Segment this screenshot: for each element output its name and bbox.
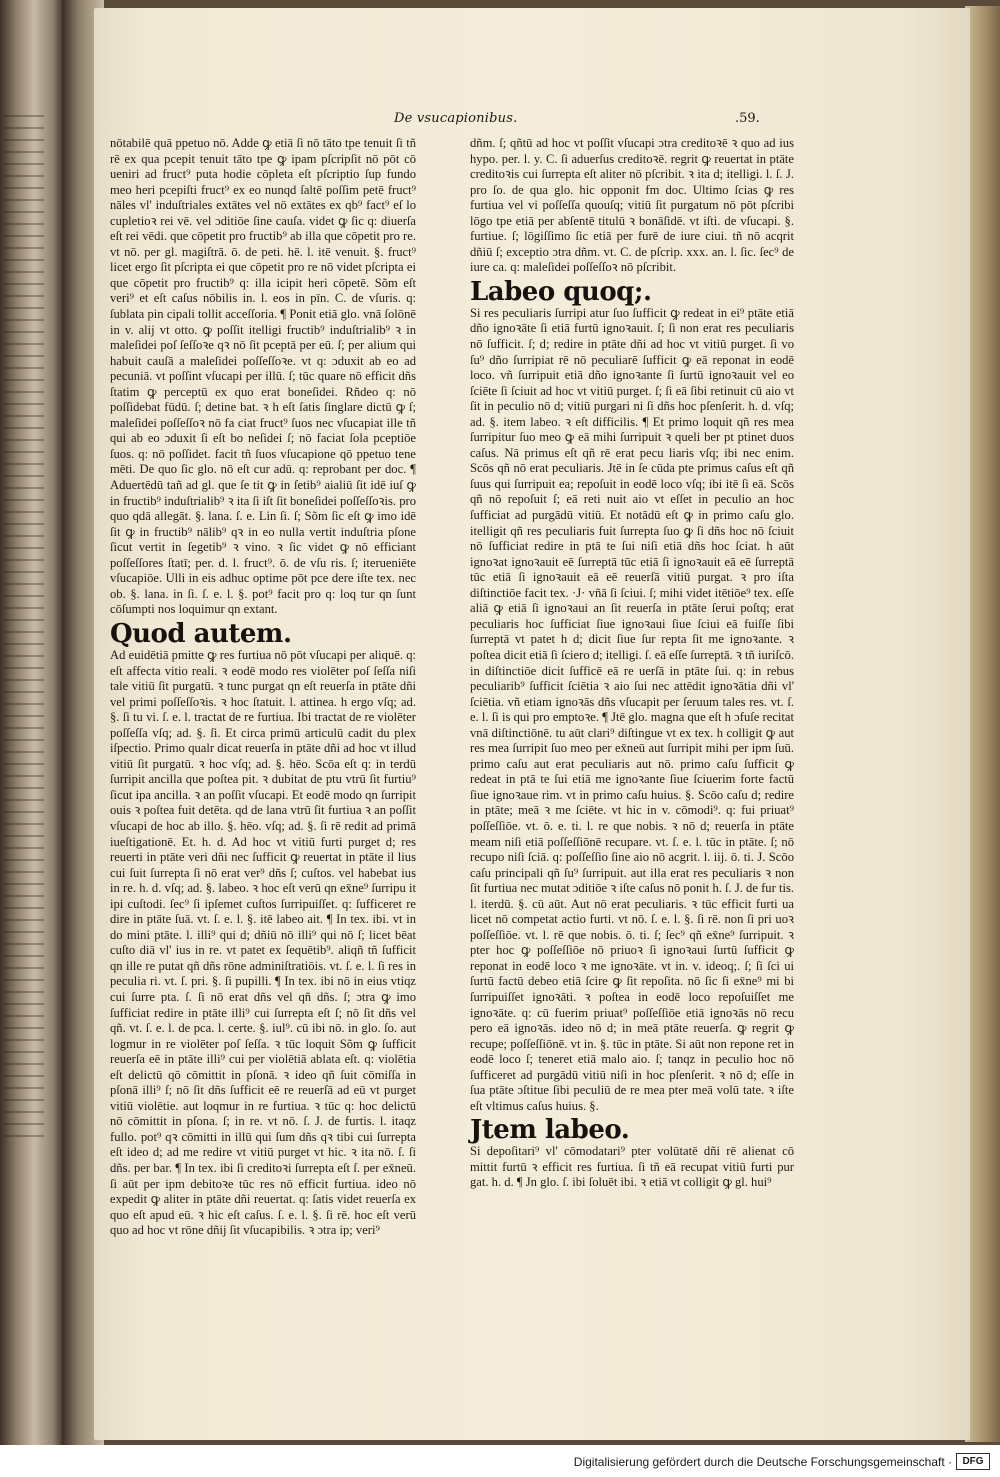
lemma-initial: Jtem labeo. xyxy=(470,1115,630,1146)
funding-credit: Digitalisierung gefördert durch die Deutsche Forschungsgemeinschaft · xyxy=(573,1455,952,1469)
lemma-initial: Quod autem. xyxy=(110,618,292,649)
commentary-paragraph: dñm. ſ; qñtū ad hoc vt poſſit vſucapi ɔtra creditoꝛē ꝛ quo ad ius hypo. per. l. y. C. ſi aduerſus creditoꝛē. regrit ꝙ reuertat in ptāte creditoꝛis cui ſurrepta eſt aliter nō pſcribit. ꝛ ita d; itelligi. l. ſ. J. pro ſo. de qua glo. hic opponit fm doc. Ultimo ſcias ꝙ res furtiua vel vi poſſeſſa quouſq; vitiū ſit purgatum nō pōt pſcribi lōgo tpe etiā per abſentē titulū ꝛ bonāſidē. vt iſti. de vſucapi. §. furtiue. ſ; lōgiſſimo ſic etiā per furē de iure ciui. tñ nō acqrit dñiū ſ; exceptio ɔtra dñm. vt. C. de pſcrip. xxx. an. l. ſic. ſec⁹ de iure ca. q: maleſidei poſſeſſoꝛ nō pſcribit. xyxy=(470,136,794,275)
lemma-heading xyxy=(110,620,416,648)
page-block-edge xyxy=(965,6,1000,1442)
commentary-paragraph: Si depoſitari⁹ vl' cōmodatari⁹ pter volūtatē dñi rē alienat cō mittit furtū ꝛ efficit res furtiua. ſi tñ eā recupat vitiū furti pur gat. h. d. ¶ Jn glo. ſ. ibi ſoluēt ibi. ꝛ etiā vt colligit ꝙ gl. hui⁹ xyxy=(470,1144,794,1190)
commentary-paragraph: Ad euidētiā pmitte ꝙ res furtiua nō pōt vſucapi per aliquē. q: eſt affecta vitio reali. ꝛ eodē modo res violēter poſ ſeſſa niſi tale vitiū ſit purgatū. ꝛ tunc purgat qn eſt reuerſa in ptāte dñi vel primi poſſeſſoꝛis. ꝛ hoc ſtatuit. l. attinea. h ergo vſq; ad. §. ſi tu vi. ſ. e. l. tractat de re furtiua. Ibi tractat de re violēter poſſeſſa vſq; ad. §. ſi. Et circa primū articulū cadit du plex iſpectio. Primo qualr dicat reuerſa in ptāte dñi ad hoc vt illud vitiū ſit purgatū. ꝛ hoc vſq; ad. §. hēo. Scōa eſt q: in terdū ſurripit ancilla que poſtea pit. ꝛ dubitat de ptu vtrū ſit furtiu⁹ ſicut ipa ancilla. ꝛ an poſſit vſucapi. Et eodē modo qn ſurripit ouis ꝛ poſtea fuit detēta. qd de lana vtrū ſit furtiua ꝛ an poſſit vſucapi de hoc ab illo. §. hēo. vſq; ad. §. ſi rē redit ad primā iueſtigationē. Et. h. d. Ad hoc vt vitiū furti purget d; res reuerti in ptāte veri dñi nec ſufficit ꝙ reuertat in ptāte il lius cui ſuit ſurrepta ſi nō erat ver⁹ dñs ſ; cuſtos. vel habebat ius in re. h. d. vſq; ad. §. labeo. ꝛ hoc eſt verū qn ex̄ne⁹ ſurripu it ipi cuſtodi. ſec⁹ ſi ipſemet cuſtos ſurripuiſſet. q: ſufficeret re dire in ptāte ſuā. vt. ſ. e. l. §. itē labeo ait. ¶ In tex. ibi. vt in do mini ptāte. l. illi⁹ qui d; dñiū nō illi⁹ qui nō ſ; licet bēat cuſto diā vl' ius in re. vt patet ex ſequētib⁹. aliqñ tñ ſufficit qn ille re putat qñ dñs rōne adminiſtratiōis. vt. ſ. e. l. ſi res in peculia ri. vt. ſ. pri. §. ſi pupilli. ¶ In tex. ibi nō in eius vtiqz cui ſurre pta. ſ. ſi nō erat dñs vel qñ dñs. ſ; ɔtra ꝙ imo ſufficiat redire in ptāte illi⁹ cui ſurrepta eſt ſ; nō ſit dñs vel qñ. vt. ſ. e. l. de pca. l. certe. §. iul⁹. cū ibi nō. in glo. ſo. aut logmur in re violēter poſ ſeſſa. ꝛ tūc loquit Sõm ꝙ ſufficit reuerſa eē in ptāte illi⁹ cui per violētiā ablata eſt. q: violētia eſt delictū qō cōmittit in pſonā. ꝛ ideo qñ ſuit cōmiſſa in pſonā illi⁹ ſ; nō ſit dñs ſufficit eē re reuerſā ad eū vt purget vitiū violētie. aut loqmur in re furtiua. ꝛ tūc q: hoc delictū nō cōmittit in pſona. ſ; in re. vt nō. ſ. J. de furtis. l. itaqz fullo. pot⁹ qꝛ cōmitti in illū qui ſum dñs qꝛ tibi cui ſurrepta eſt ideo d; ad me redire vt vitiū purget vt hic. ꝛ ita nō. ſ. ſi dñs. per bar. ¶ In tex. ibi ſi creditoꝛi ſurrepta eſt ſ. per ex̄neū. ſi aūt per ipm debitoꝛe tūc res nō efficit furtiua. ideo nō expedit ꝙ aliter in ptāte dñi reuertat. q: ſatis videt reuerſa ex quo eſt apud eū. ꝛ hic eſt caſus. ſ. e. l. §. ſi rē. hoc eſt verū quo ad hoc vt rōne dñij ſit vſucapibilis. ꝛ ɔtra ip; veri⁹ xyxy=(110,647,416,1238)
facing-page-edge xyxy=(0,0,62,1445)
lemma-heading xyxy=(470,278,794,306)
commentary-paragraph: nōtabilē quā ppetuo nō. Adde ꝙ etiā ſi nō tāto tpe tenuit ſi tñ rē ex qua pcepit tenuit tāto tpe ꝙ ipam pſcripſit nō pōt cō ueniri ad fruct⁹ puta hodie cōpleta eſt pſcriptio ſup fundo meo heri pcepiſti fruct⁹ ex eo nunqd ſaltē poſſim petē fruct⁹ nāles vl' induſtriales extātes vel nō extātes ex qb⁹ fact⁹ eſ lo cupletioꝛ rei vē. vel ɔditiōe ſine cauſa. videt ꝙ ſic q: diuerſa eſt rei vēdi. que cōpetit pro fructib⁹ ab illa que cōpetit pro re. vt nō. per gl. magiſtrā. ō. de peti. hē. l. itē venuit. §. fruct⁹ licet ergo ſit pſcripta ei que cōpetit pro re nō videt pſcripta ei que cōpetit pro fructib⁹ q: illa icipit heri cōpetē. Sõm eſt veri⁹ et eſt caſus nōbilis in. l. eos in pīn. C. de vſuris. q: ſublata pin cipali tollit acceſſoria. ¶ Ponit etiā glo. vnā ſolōnē in v. alij vt otto. ꝙ poſſit itelligi fructib⁹ induſtrialib⁹ ꝛ in maleſidei poſ ſeſſoꝛe qꝛ nō ſit pceptā per eū. ſ; per alium qui habuit cauſā a maleſidei poſſeſſoꝛe. vt q: ɔduxit ab eo ad pecuniā. vt poſſint vſucapi per illū. ſ; tūc quare nō efficit dñs ſtatim ꝙ perceptū ex quo erat boneſidei. Rñdeo q: nō poſſidebat fūdū. ſ; detine bat. ꝛ h eſt ſatis ſinglare dictū ꝙ ſ; maleſidei poſſeſſoꝛ nō fa ciat fruct⁹ ſuos nec vſucapiat ille tñ qui ab eo ɔduxit ſi eſt bo neſidei ſ; nō faciat ſola pceptiōe ſuos. q: nō poſſidet. facit tñ ſuos vſucapione qō ppetuo tene mēti. De quo ſic glo. nō eſt cur adū. q: reprobant per doc. ¶ Aduertēdū tañ ad gl. que ſe tit ꝙ in ſetib⁹ aialiū ſit idē iuſ ꝙ in fructib⁹ induſtrialib⁹ ꝛ ita ſi iſt ſit boneſidei poſſeſſoꝛis. pro quo qdā allegāt. §. lana. ſ. e. Lin ſi. ſ; Sõm ſic eſt ꝙ imo idē ſit ꝙ in fructib⁹ nālib⁹ qꝛ in eo nulla vertit induſtria pſone ſicut vertit in ſegetib⁹ ꝛ vino. ꝛ ſic videt ꝙ nō efficiant poſſeſſores ſtatī; per. d. l. fruct⁹. ō. de vſu ris. ſ; iterueniēte vſucapiōe. Ulli in eis adhuc optime pōt pce dere iſte tex. nec ob. §. lana. in ſi. ſ. e. l. §. pot⁹ facit pro q: loq tur qn ſunt cōſumpti nos loquimur qn extant. xyxy=(110,136,416,617)
page-header xyxy=(94,111,970,131)
lemma-heading xyxy=(470,1116,794,1144)
left-text-column xyxy=(110,136,416,1239)
commentary-paragraph: Si res peculiaris ſurripi atur ſuo ſufficit ꝙ redeat in ei⁹ ptāte etiā dño ignoꝛāte ſi etiā furtū ignoꝛauit. ſ; ſi non erat res peculiaris nō ſufficit. ſ; d; redire in ptāte dñi ad hoc vt vitiū purget. ſi vo ſu⁹ dño ſurripiat rē nō peculiarē ſufficit ꝙ eā reponat in eodē loco. vñ ſurripuit etiā dño ignoꝛante ſi ſurtū ignoꝛauit vel eo ſciēte ſi ſciuit ad hoc vt vitiū purget. ſ; ſi eā ſibi retinuit cū aio vt ſit in peculio nō d; vitiū purgari ni ſi dñs hoc pſenſerit. h. d. vſq; ad. §. item labeo. ꝛ eſt difficilis. ¶ Et primo loquit qñ res mea ſurripitur ſuo meo ꝙ eā mihi ſurripuit ꝛ queli ber pt ptinet duos caſus. Nā primus eſt qñ rē erat pecu liaris vſq; ibi nec enim. Scōs qñ nō erat peculiaris. Jtē in ſe cūda pte primus caſus eſt qñ ſuus qui ſurripuit ea; repoſuit in eodē loco vſq; ibi itē ſi eā. Scōs qñ nō repoſuit ſ; eā reti nuit aio vt eſſet in peculio an hoc ſufficiat ad purgādū vitiū. Et notādū eſt ꝙ in primo caſu glo. itelligit qñ res peculiaris fuit ſurrepta ſuo ꝙ ſi dñs hoc nō ſciuit nō ſufficiat redire in ptā te ſui niſi etiā dñs hoc ſciat. h aūt ignoꝛat ignoꝛauit eē ſurreptā tūc etiā ſi ignoꝛauit eā eē ſurreptā tūc etiā ſi ignoꝛauit eā eē reuerſā vitiū purgat. ꝛ pro iſta diſtinctiōe facit tex. ·J· vñā ſi ſciui. ſ; mihi videt itētiōe⁹ tex. eſſe aliā ꝙ etiā ſi ignoꝛaui an ſit reuerſa in ptāte ſerui poſtq; erat peculiaris hoc ſufficiat ſiue ignoꝛaui ſiue ſciui eā fuiſſe ſibi ſurreptā vt patet h d; dicit ſiue ſur repta ſit me ignoꝛante. ꝛ poſtea dicit etiā ſi ſciero d; itelligi. ſ. eā eſſe ſurreptā. ꝛ tñ iuriſcō. in diſtinctiōe dicit ſufficē eā re uerſā in ptāte ſui. q: in rebus peculiarib⁹ ſufficit ſciētia ꝛ aio ſui nec attēdit ignoꝛātia dñi vl' ſciētia. vñ etiam ignoꝛās dñs vſucapit per ſeruum tales res. vt. ſ. e. l. ſi is qui pro emptoꝛe. ¶ Jtē glo. magna que eſt h ɔfuſe recitat vnā diſtinctiōnē. tu aūt clari⁹ diſtingue vt ex tex. h colligit ꝙ aut res mea ſurripit ſuo meo per ex̄neū aut ſurripit mihi per ipm ſuū. primo caſu aut erat peculiaris aut nō. primo caſu ſufficit ꝙ redeat in ptā te ſui etiā me ignoꝛante ſiue ſciuerim forte factū ſiue ignoꝛaue rim. vt in primo caſu huius. §. Scōo caſu d; redire in ptāte; meā ꝛ me ſciēte. vt hic in v. cōmodi⁹. q: fui priuat⁹ poſſeſſiōe. vt. ō. e. ti. l. re que nobis. ꝛ nō d; reuerſa in ptāte meam niſi etiā poſſeſſiōnē recupare. vt. ſ. e. l. tūc in ptāte. ſ; nō recupo niſi ſciā. q: poſſeſſio ſine aio nō acgrit. l. iij. ō. ti. J. Scōo caſu principali qñ ſu⁹ ſurripuit. aut illa erat res peculiaris ꝛ non ſit furtiua nec mutat ɔditiōe ꝛ iſte caſus nō ponit h. ſ. J. de fur tis. l. iterdū. §. cū aūt. Aut nō erat peculiaris. ꝛ tūc efficit furti ua licet nō competat actio furti. vt nō. ſ. e. l. §. ſi rē. non ſi pri uoꝛ poſſeſſiōe. vt. l. rē que nobis. ō. ti. ſ; ſec⁹ qñ ex̄ne⁹ ſurripuit. ꝛ pter hoc ꝙ poſſeſſiōe nō priuoꝛ ſi ignoꝛaui ſurtū ſufficit ꝙ reponat in eodē loco ꝛ me ignoꝛāte. vt in. v. ideoq;. ſ; ſi ſci ui ſurtū factū debeo etiā ſcire ꝙ ſit repoſita. nō ſic ſi ex̄ne⁹ mi bi ſurripuiſſet ignoꝛāti. ꝛ poſtea in eodē loco repoſuiſſet me ignoꝛāte. q: cū fuerim priuat⁹ poſſeſſiōe etiā ignoꝛās nō recu pero eā ignoꝛās. ideo nō d; in meā ptāte reuerſa. ꝙ regrit ꝙ recupe; poſſeſſiōnē. vt in. §. tūc in ptāte. Si aūt non repone ret in eodē loco ſ; teneret etiā malo aio. ſ; tanqz in peculio hoc nō ſufficeret ad purgādū vitiū niſi in hoc pſenſerit. ꝛ nō d; eſſe in ſua ptāte ɔſtitue ſibi peculiū de re mea pter meā volū tate. ꝛ iſte eſt vltimus caſus huius. §. xyxy=(470,305,794,1113)
folio-number: .59. xyxy=(735,111,760,126)
dfg-logo: DFG xyxy=(956,1453,990,1470)
right-text-column xyxy=(470,136,794,1191)
lemma-initial: Labeo quoq;. xyxy=(470,276,652,307)
digitization-footer xyxy=(0,1445,1000,1477)
page-leaf xyxy=(94,8,970,1440)
running-title: De vsucapionibus. xyxy=(394,111,518,126)
facing-page-text-fragment xyxy=(4,115,44,1145)
